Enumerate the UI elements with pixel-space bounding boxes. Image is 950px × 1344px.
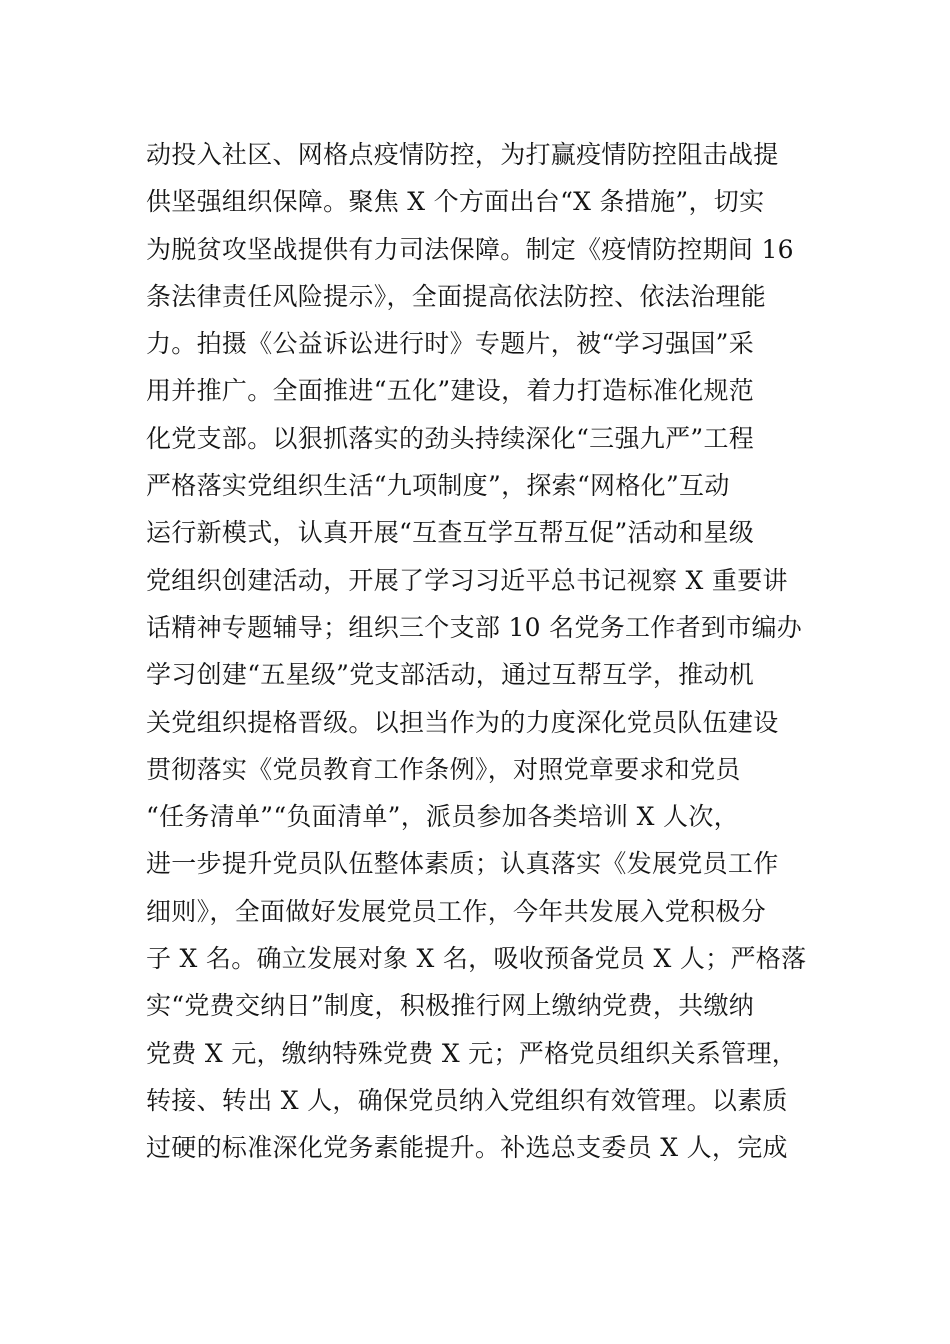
- body-text: [146, 131, 816, 1172]
- text-line: 用并推广。全面推进“五化”建设，着力打造标准化规范: [146, 376, 755, 406]
- text-line: 话精神专题辅导；组织三个支部 10 名党务工作者到市编办: [146, 612, 803, 642]
- text-line: 关党组织提格晋级。以担当作为的力度深化党员队伍建设: [146, 707, 779, 737]
- text-line: 党费 X 元，缴纳特殊党费 X 元；严格党员组织关系管理，: [146, 1038, 798, 1068]
- text-line: 条法律责任风险提示》，全面提高依法防控、依法治理能: [146, 281, 767, 311]
- text-line: 化党支部。以狠抓落实的劲头持续深化“三强九严”工程: [146, 423, 755, 453]
- text-line: 运行新模式，认真开展“互查互学互帮互促”活动和星级: [146, 518, 755, 548]
- text-line: 实“党费交纳日”制度，积极推行网上缴纳党费，共缴纳: [146, 991, 755, 1021]
- text-line: 子 X 名。确立发展对象 X 名，吸收预备党员 X 人；严格落: [146, 944, 807, 974]
- text-line: 为脱贫攻坚战提供有力司法保障。制定《疫情防控期间 16: [146, 234, 794, 264]
- text-line: 过硬的标准深化党务素能提升。补选总支委员 X 人，完成: [146, 1133, 788, 1163]
- text-line: 动投入社区、网格点疫情防控，为打赢疫情防控阻击战提: [146, 140, 779, 169]
- text-line: 学习创建“五星级”党支部活动，通过互帮互学，推动机: [146, 660, 755, 690]
- text-line: 转接、转出 X 人，确保党员纳入党组织有效管理。以素质: [146, 1085, 788, 1115]
- text-line: 严格落实党组织生活“九项制度”，探索“网格化”互动: [146, 471, 730, 501]
- text-line: 供坚强组织保障。聚焦 X 个方面出台“X 条措施”，切实: [146, 187, 765, 217]
- text-line: 进一步提升党员队伍整体素质；认真落实《发展党员工作: [146, 849, 779, 879]
- text-line: 细则》，全面做好发展党员工作，今年共发展入党积极分: [146, 896, 767, 926]
- text-line: 贯彻落实《党员教育工作条例》，对照党章要求和党员: [146, 754, 741, 784]
- text-line: “任务清单”“负面清单”，派员参加各类培训 X 人次，: [146, 802, 739, 832]
- text-line: 党组织创建活动，开展了学习习近平总书记视察 X 重要讲: [146, 565, 788, 595]
- text-line: 力。拍摄《公益诉讼进行时》专题片，被“学习强国”采: [146, 329, 755, 359]
